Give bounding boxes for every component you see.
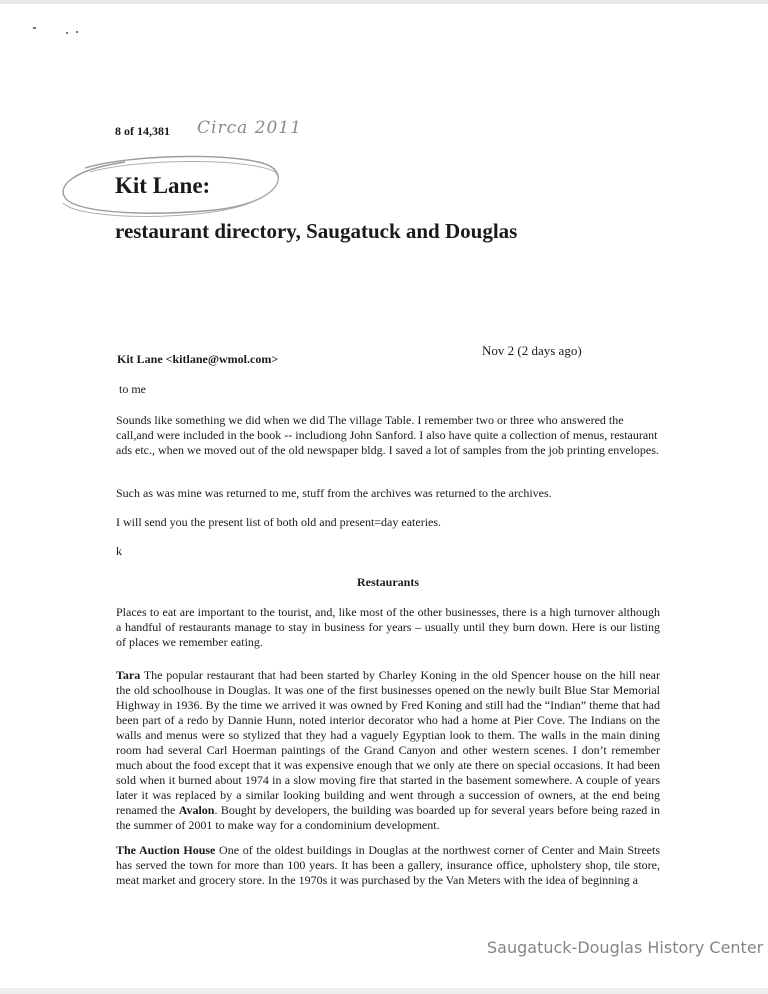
- restaurant-name: The Auction House: [116, 843, 216, 857]
- restaurants-intro: Places to eat are important to the tourist, and, like most of the other businesses, there is a high turnover although a handful of restaurants manage to stay in business for years – usually until they burn down. Here is our listing of places we remember eating.: [116, 605, 660, 649]
- scan-top-edge: [0, 0, 768, 4]
- email-date: Nov 2 (2 days ago): [482, 343, 582, 358]
- handwritten-date-note: Circa 2011: [197, 118, 302, 138]
- email-paragraph: Such as was mine was returned to me, stuff from the archives was returned to the archives.: [116, 486, 552, 500]
- result-count: 8 of 14,381: [115, 124, 170, 138]
- scan-speck: [76, 31, 78, 33]
- restaurant-description: The popular restaurant that had been started by Charley Koning in the old Spencer house on the hill near the old schoolhouse in Douglas. It was one of the first businesses opened on the newly built Blue Star Memorial Highway in 1936. By the time we arrived it was owned by Fred Koning and still had the “Indian” theme that had been part of a redo by Dannie Hunn, noted interior decorator who had a home at Pier Cove. The Indians on the walls and menus were so stylized that they had a vaguely Egyptian look to them. The walls in the main dining room had several Carl Hoerman paintings of the Grand Canyon and other western scenes. I don’t remember much about the food except that it was expensive enough that we only ate there on special occasions. It had been sold when it burned about 1974 in a slow moving fire that started in the basement somewhere. A couple of years later it was replaced by a similar looking building and went through a succession of owners, at the end being renamed the: [116, 668, 660, 817]
- email-paragraph: Sounds like something we did when we did The village Table. I remember two or three who answered the call,and were included in the book -- includiong John Sanford. I also have quite a collection of menus, restaurant ads etc., when we moved out of the old newspaper bldg. I saved a lot of samples from the job printing envelopes.: [116, 413, 659, 457]
- restaurant-entry-tara: [116, 668, 660, 833]
- scan-speck: [66, 32, 68, 34]
- email-recipient: to me: [119, 382, 146, 396]
- scan-bottom-edge: [0, 988, 768, 994]
- scan-speck: [33, 27, 36, 29]
- email-paragraph: I will send you the present list of both old and present=day eateries.: [116, 515, 442, 529]
- title-subject: restaurant directory, Saugatuck and Douglas: [115, 219, 518, 243]
- email-signoff: k: [116, 544, 122, 558]
- restaurant-entry-auction-house: [116, 843, 660, 888]
- restaurant-description-end: . Bought by developers, the building was boarded up for several years before being razed in the summer of 2001 to make way for a condominium development.: [116, 803, 660, 832]
- email-sender: Kit Lane <kitlane@wmol.com>: [117, 352, 279, 366]
- restaurant-later-name: Avalon: [178, 803, 215, 817]
- restaurant-description: One of the oldest buildings in Douglas at the northwest corner of Center and Main Streets has served the town for more than 100 years. It has been a gallery, insurance office, upholstery shop, tile store, meat market and grocery store. In the 1970s it was purchased by the Van Meters with the idea of beginning a: [116, 843, 660, 887]
- title-author: Kit Lane:: [115, 173, 211, 198]
- restaurant-name: Tara: [116, 668, 141, 682]
- restaurants-heading: Restaurants: [357, 575, 419, 589]
- archive-watermark: Saugatuck-Douglas History Center: [487, 938, 764, 957]
